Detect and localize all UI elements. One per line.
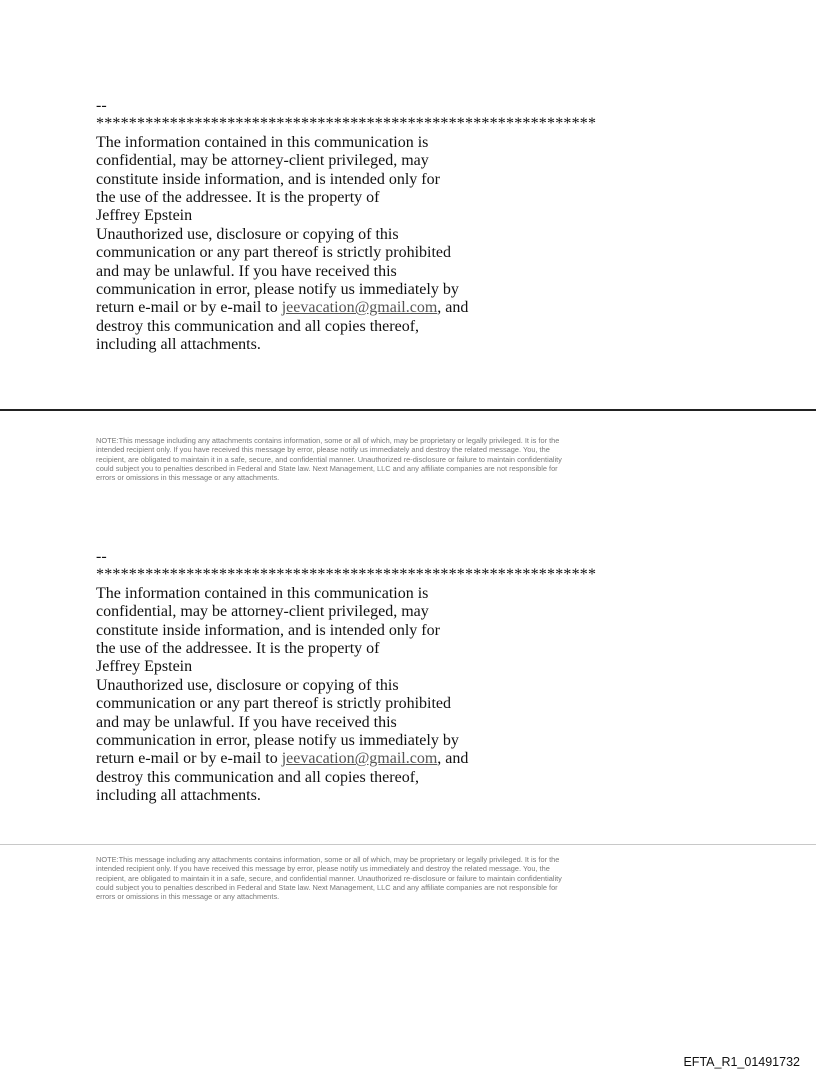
asterisk-divider: ************************************************************* (96, 566, 597, 584)
signature-line: the use of the addressee. It is the property of (96, 189, 380, 207)
signature-line-with-email (96, 299, 656, 317)
signature-line: communication or any part thereof is strictly prohibited (96, 695, 452, 713)
email-link[interactable]: jeevacation@gmail.com (281, 299, 438, 317)
note-line: intended recipient only. If you have received this message by error, please notify us immediately and destroy the related message. You, the (96, 864, 550, 874)
owner-name: Jeffrey Epstein (96, 207, 193, 225)
signature-line: communication in error, please notify us immediately by (96, 732, 459, 750)
note-line: recipient, are obligated to maintain it in a safe, secure, and confidential manner. Unauthorized re-disclosure or failure to maintain confidentiality (96, 873, 562, 883)
signature-line: and may be unlawful. If you have received this (96, 713, 397, 731)
email-suffix: , and (437, 299, 469, 317)
signature-separator: -- (96, 548, 107, 565)
signature-line: including all attachments. (96, 336, 261, 354)
signature-line: constitute inside information, and is intended only for (96, 170, 440, 188)
note-line: NOTE:This message including any attachments contains information, some or all of which, may be proprietary or legally privileged. It is for the (96, 436, 560, 445)
signature-line: and may be unlawful. If you have received this (96, 262, 397, 280)
signature-line: destroy this communication and all copies thereof, (96, 768, 420, 786)
signature-line: including all attachments. (96, 787, 261, 805)
note-line: could subject you to penalties described in Federal and State law. Next Management, LLC and any affiliate companies are not responsible for (96, 463, 558, 473)
signature-line: Unauthorized use, disclosure or copying of this (96, 676, 399, 694)
signature-line: confidential, may be attorney-client privileged, may (96, 152, 429, 170)
email-suffix: , and (437, 750, 469, 768)
signature-line: destroy this communication and all copies thereof, (96, 317, 420, 335)
signature-line: communication in error, please notify us immediately by (96, 281, 459, 299)
signature-line: the use of the addressee. It is the property of (96, 640, 380, 658)
signature-line: confidential, may be attorney-client privileged, may (96, 603, 429, 621)
note-line: NOTE:This message including any attachments contains information, some or all of which, may be proprietary or legally privileged. It is for the (96, 855, 560, 864)
email-link[interactable]: jeevacation@gmail.com (281, 750, 438, 768)
section-divider (0, 409, 816, 411)
owner-name: Jeffrey Epstein (96, 658, 193, 676)
note-line: errors or omissions in this message or any attachments. (96, 892, 280, 902)
signature-separator: -- (96, 97, 107, 114)
email-prefix: return e-mail or by e-mail to (96, 750, 282, 768)
signature-line: communication or any part thereof is strictly prohibited (96, 244, 452, 262)
signature-line-with-email (96, 750, 656, 768)
legal-note-1 (96, 436, 718, 482)
section-divider (0, 844, 816, 845)
signature-line: The information contained in this communication is (96, 133, 429, 151)
document-id: EFTA_R1_01491732 (683, 1055, 800, 1069)
note-line: errors or omissions in this message or any attachments. (96, 473, 280, 483)
signature-line: constitute inside information, and is intended only for (96, 621, 440, 639)
confidentiality-signature-2 (96, 548, 656, 806)
signature-line: Unauthorized use, disclosure or copying of this (96, 225, 399, 243)
signature-line: The information contained in this communication is (96, 584, 429, 602)
confidentiality-signature-1 (96, 97, 656, 355)
legal-note-2 (96, 855, 718, 901)
email-prefix: return e-mail or by e-mail to (96, 299, 282, 317)
note-line: recipient, are obligated to maintain it in a safe, secure, and confidential manner. Unauthorized re-disclosure or failure to maintain confidentiality (96, 454, 562, 464)
note-line: could subject you to penalties described in Federal and State law. Next Management, LLC and any affiliate companies are not responsible for (96, 882, 558, 892)
note-line: intended recipient only. If you have received this message by error, please notify us immediately and destroy the related message. You, the (96, 445, 550, 455)
asterisk-divider: ************************************************************* (96, 115, 597, 133)
